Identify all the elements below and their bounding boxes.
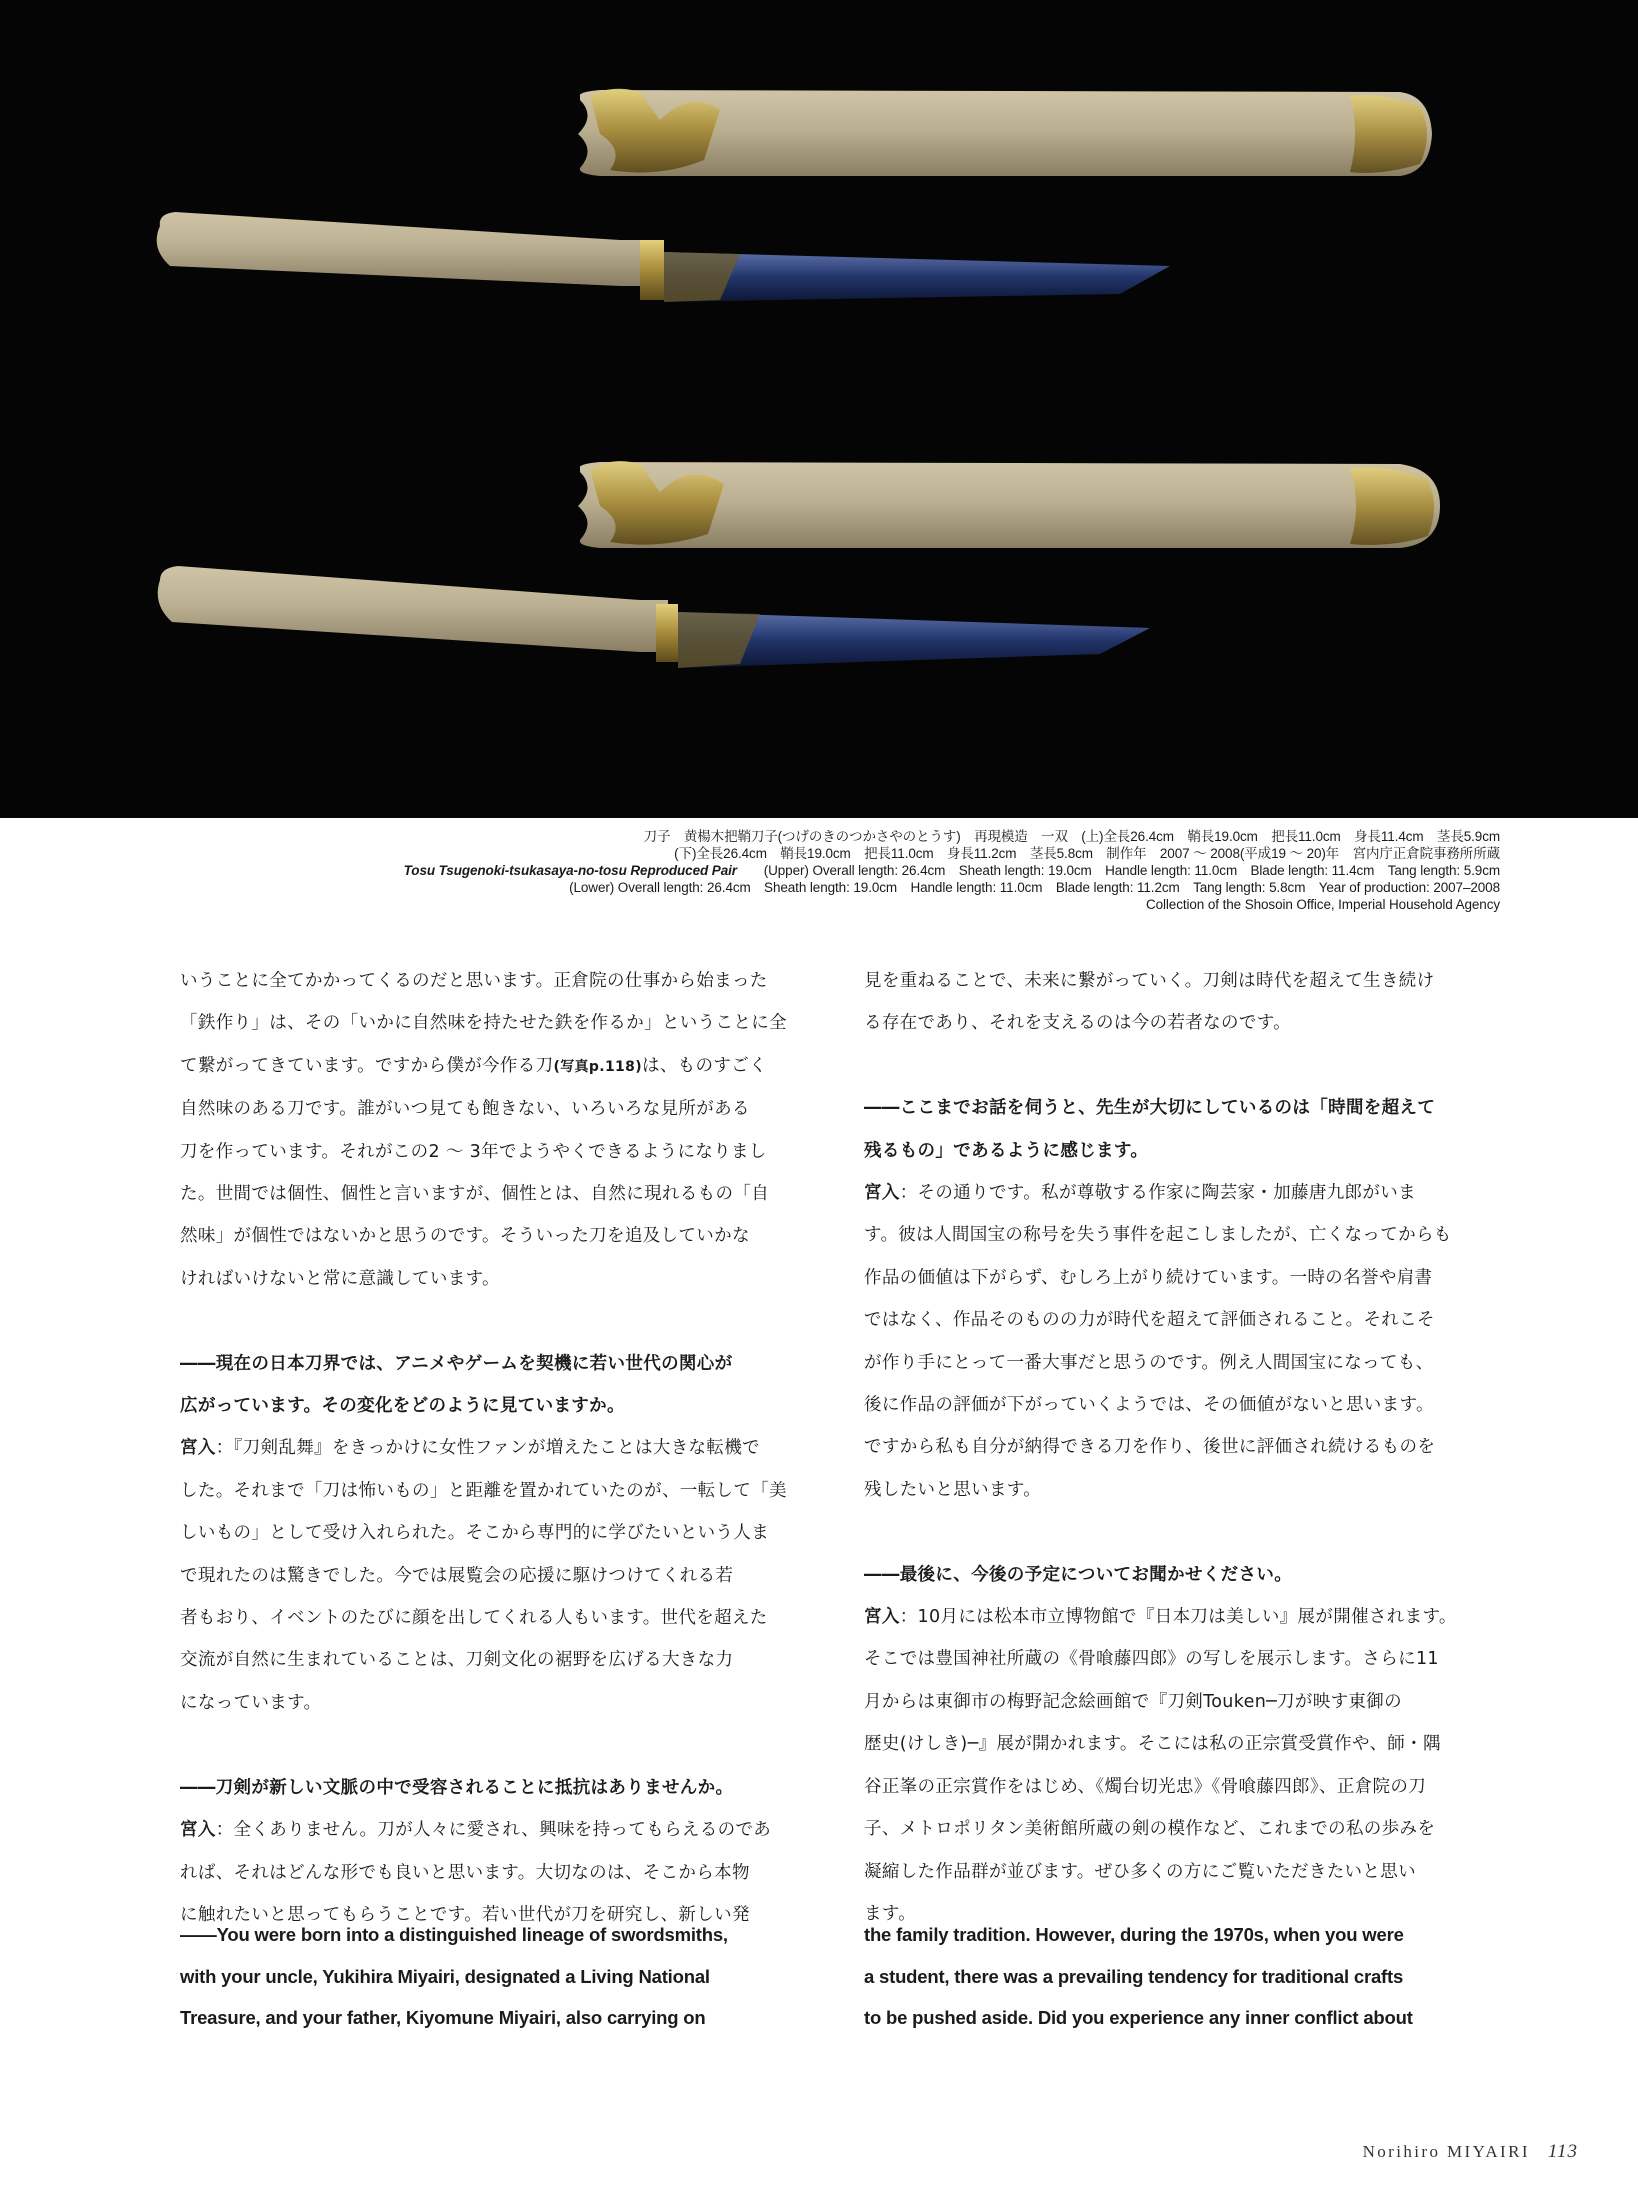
text-line: 谷正峯の正宗賞作をはじめ、《燭台切光忠》《骨喰藤四郎》、正倉院の刀: [864, 1776, 1427, 1797]
text-line: 残したいと思います。: [864, 1479, 1042, 1500]
question-line: ――現在の日本刀界では、アニメやゲームを契機に若い世代の関心が: [180, 1353, 733, 1374]
text-line: になっています。: [180, 1692, 322, 1713]
question-line: 残るもの」であるように感じます。: [864, 1140, 1149, 1161]
text-line: る存在であり、それを支えるのは今の若者なのです。: [864, 1013, 1291, 1034]
paragraph-gap: [864, 1511, 1496, 1553]
text-line: に触れたいと思ってもらうことです。若い世代が刀を研究し、新しい発: [180, 1904, 750, 1925]
english-line: ――You were born into a distinguished lineage of swordsmiths,: [180, 1924, 728, 1945]
footer-artist-name: Norihiro MIYAIRI: [1362, 2142, 1530, 2161]
text-line: 「鉄作り」は、その「いかに自然味を持たせた鉄を作るか」ということに全: [180, 1013, 787, 1034]
caption-line-japanese-lower: (下)全長26.4cm 鞘長19.0cm 把長11.0cm 身長11.2cm 茎長5.8cm 制作年 2007 ～ 2008(平成19 ～ 20)年 宮内庁正倉院事務所所蔵: [674, 846, 1500, 861]
text-line: 者もおり、イベントのたびに顔を出してくれる人もいます。世代を超えた: [180, 1608, 768, 1629]
lower-knife: [158, 566, 1150, 668]
right-text-column: [864, 960, 1496, 1935]
text-line: て繋がってきています。ですから僕が今作る刀(写真p.118)は、ものすごく: [180, 1055, 767, 1076]
caption-collection: Collection of the Shosoin Office, Imperial Household Agency: [1145, 897, 1500, 912]
question-line: ――最後に、今後の予定についてお聞かせください。: [864, 1564, 1293, 1585]
speaker-name: 宮入: [864, 1607, 900, 1628]
text-line: 刀を作っています。それがこの2 ～ 3年でようやくできるようになりまし: [180, 1141, 767, 1162]
text-line: 月からは東御市の梅野記念絵画館で『刀剣Touken─刀が映す東御の: [864, 1691, 1402, 1712]
upper-sheath-end-fitting: [1350, 95, 1427, 173]
lower-sheath: [578, 461, 1440, 548]
answer-line: 宮入：全くありません。刀が人々に愛され、興味を持ってもらえるのであ: [180, 1820, 772, 1841]
text-line: 然味」が個性ではないかと思うのです。そういった刀を追及していかな: [180, 1226, 750, 1247]
english-question-left: [180, 1914, 820, 2039]
caption-line-english-lower: (Lower) Overall length: 26.4cm Sheath length: 19.0cm Handle length: 11.0cm Blade length: 11.2cm Tang length: 5.8cm Year of production: 2007–2008: [569, 880, 1500, 895]
caption-line-japanese-upper: 刀子 黄楊木把鞘刀子(つげのきのつかさやのとうす) 再現模造 一双 (上)全長26.4cm 鞘長19.0cm 把長11.0cm 身長11.4cm 茎長5.9cm: [643, 829, 1500, 844]
paragraph-gap: [180, 1300, 812, 1342]
photo-reference: (写真p.118): [553, 1058, 642, 1075]
text-line: いうことに全てかかってくるのだと思います。正倉院の仕事から始まった: [180, 971, 768, 991]
lower-knife-collar: [656, 604, 678, 662]
text-line: ければいけないと常に意識しています。: [180, 1268, 500, 1289]
paragraph-gap: [864, 1045, 1496, 1087]
text-line: した。それまで「刀は怖いもの」と距離を置かれていたのが、一転して「美: [180, 1480, 787, 1501]
upper-sheath: [578, 89, 1432, 176]
text-line: 歴史(けしき)─』展が開かれます。そこには私の正宗賞受賞作や、師・隅: [864, 1734, 1441, 1755]
lower-sheath-end-fitting: [1350, 467, 1434, 545]
answer-line: 宮入：『刀剣乱舞』をきっかけに女性ファンが増えたことは大きな転機で: [180, 1438, 760, 1459]
question-line: ――ここまでお話を伺うと、先生が大切にしているのは「時間を超えて: [864, 1098, 1436, 1119]
page-number: 113: [1547, 2141, 1578, 2162]
question-line: 広がっています。その変化をどのように見ていますか。: [180, 1396, 625, 1417]
left-text-column: [180, 960, 812, 1936]
text-line: 凝縮した作品群が並びます。ぜひ多くの方にご覧いただきたいと思い: [864, 1861, 1416, 1882]
question-line: ――刀剣が新しい文脈の中で受容されることに抵抗はありませんか。: [180, 1777, 734, 1798]
knife-photograph: [0, 0, 1638, 818]
english-line: to be pushed aside. Did you experience any inner conflict about: [864, 2007, 1413, 2028]
paragraph-gap: [180, 1724, 812, 1766]
text-line: そこでは豊国神社所蔵の《骨喰藤四郎》の写しを展示します。さらに11: [864, 1649, 1439, 1670]
text-line: で現れたのは驚きでした。今では展覧会の応援に駆けつけてくれる若: [180, 1565, 734, 1586]
english-line: Treasure, and your father, Kiyomune Miyairi, also carrying on: [180, 2007, 706, 2028]
text-line: ではなく、作品そのものの力が時代を超えて評価されること。それこそ: [864, 1310, 1435, 1331]
english-line: a student, there was a prevailing tendency for traditional crafts: [864, 1965, 1404, 1987]
text-line: 交流が自然に生まれていることは、刀剣文化の裾野を広げる大きな力: [180, 1650, 734, 1671]
text-line: が作り手にとって一番大事だと思うのです。例え人間国宝になっても、: [864, 1352, 1434, 1373]
speaker-name: 宮入: [180, 1820, 216, 1841]
caption-english-title: Tosu Tsugenoki-tsukasaya-no-tosu Reproduced Pair: [403, 863, 737, 878]
upper-knife: [157, 212, 1170, 302]
english-question-right: [864, 1914, 1504, 2039]
tosu-knives-illustration: [0, 0, 1638, 818]
caption-line-english-upper: Tosu Tsugenoki-tsukasaya-no-tosu Reproduced Pair (Upper) Overall length: 26.4cm Sheath length: 19.0cm Handle length: 11.0cm Blade length: 11.4cm Tang length: 5.9cm: [403, 863, 1500, 878]
speaker-name: 宮入: [864, 1183, 900, 1204]
answer-line: 宮入：10月には松本市立博物館で『日本刀は美しい』展が開催されます。: [864, 1607, 1457, 1628]
english-line: with your uncle, Yukihira Miyairi, designated a Living National: [180, 1965, 710, 1987]
text-line: ます。: [864, 1903, 917, 1924]
text-line: 自然味のある刀です。誰がいつ見ても飽きない、いろいろな見所がある: [180, 1099, 750, 1120]
answer-line: 宮入：その通りです。私が尊敬する作家に陶芸家・加藤唐九郎がいま: [864, 1183, 1416, 1204]
page-footer: [1363, 2141, 1578, 2163]
english-line: the family tradition. However, during the 1970s, when you were: [864, 1924, 1404, 1945]
text-line: す。彼は人間国宝の称号を失う事件を起こしましたが、亡くなってからも: [864, 1225, 1452, 1246]
photo-caption: [200, 828, 1500, 913]
text-line: れば、それはどんな形でも良いと思います。大切なのは、そこから本物: [180, 1862, 750, 1883]
upper-knife-blade: [664, 252, 1170, 302]
text-line: ですから私も自分が納得できる刀を作り、後世に評価され続けるものを: [864, 1437, 1436, 1458]
text-line: 作品の価値は下がらず、むしろ上がり続けています。一時の名誉や肩書: [864, 1267, 1433, 1288]
speaker-name: 宮入: [180, 1438, 216, 1459]
text-line: 子、メトロポリタン美術館所蔵の剣の模作など、これまでの私の歩みを: [864, 1819, 1436, 1840]
text-line: 見を重ねることで、未来に繋がっていく。刀剣は時代を超えて生き続け: [864, 971, 1435, 991]
text-line: 後に作品の評価が下がっていくようでは、その価値がないと思います。: [864, 1395, 1434, 1416]
text-line: しいもの」として受け入れられた。そこから専門的に学びたいという人ま: [180, 1523, 770, 1544]
upper-knife-collar: [640, 240, 664, 300]
text-line: た。世間では個性、個性と言いますが、個性とは、自然に現れるもの「自: [180, 1184, 770, 1205]
